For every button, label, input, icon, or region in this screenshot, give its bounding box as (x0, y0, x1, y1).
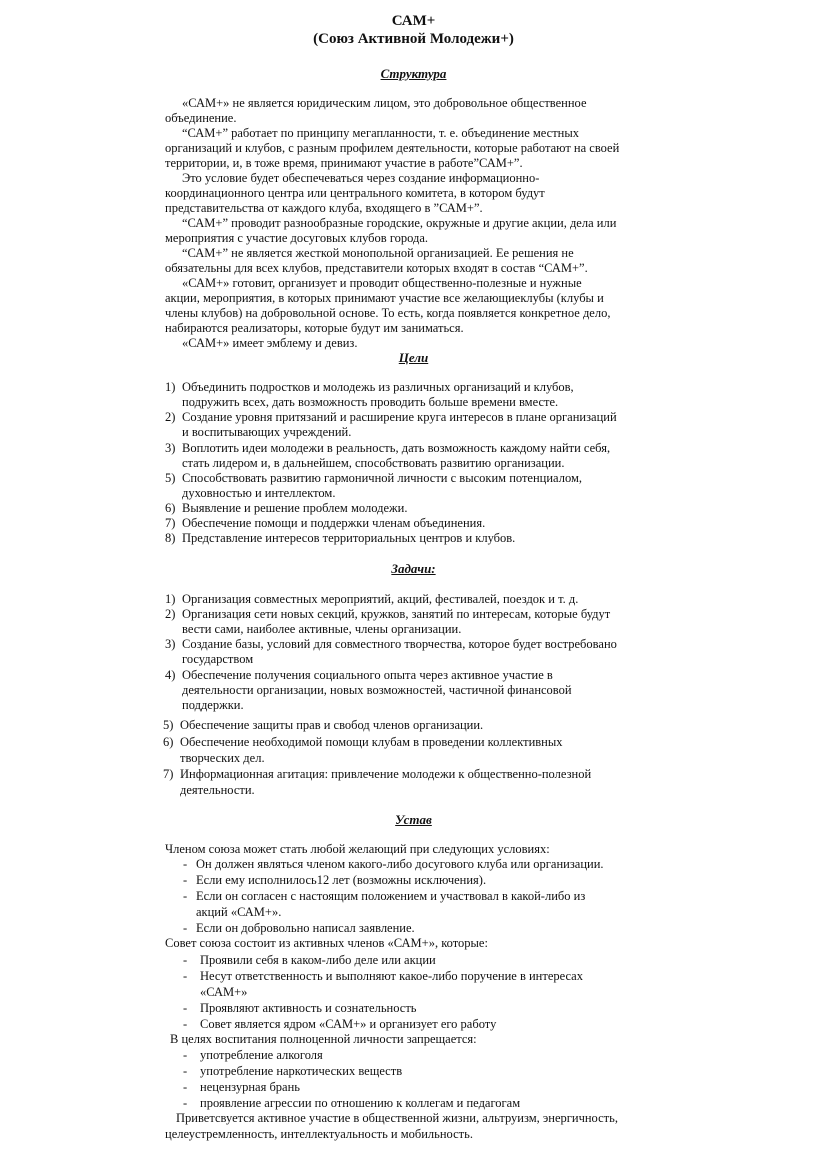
membership-item: Если он добровольно написал заявление. (196, 921, 415, 935)
forbidden-item: проявление агрессии по отношению к коллегам и педагогам (200, 1096, 521, 1110)
list-dash: - (183, 969, 188, 983)
goal-text: Обеспечение помощи и поддержки членам объединения. (182, 516, 486, 530)
forbidden-item: употребление алкоголя (200, 1048, 323, 1062)
list-dash: - (183, 1048, 188, 1062)
structure-line: “САМ+” работает по принципу мегапланности, т. е. объединение местных (182, 126, 580, 140)
forbidden-item: употребление наркотических веществ (200, 1064, 403, 1078)
goal-text: подружить всех, дать возможность проводить больше времени вместе. (182, 395, 559, 409)
structure-line: «САМ+» имеет эмблему и девиз. (182, 336, 358, 350)
council-intro: Совет союза состоит из активных членов «САМ+», которые: (165, 936, 488, 950)
membership-item: Если он согласен с настоящим положением и участвовал в какой-либо из (196, 889, 586, 903)
goal-text: Объединить подростков и молодежь из различных организаций и клубов, (182, 380, 574, 394)
council-item: Проявляют активность и сознательность (200, 1001, 417, 1015)
goal-text: и воспитывающих учреждений. (182, 425, 352, 439)
list-dash: - (183, 1064, 188, 1078)
list-dash: - (183, 1080, 188, 1094)
charter-heading: Устав (395, 812, 432, 827)
goal-number: 5) (165, 471, 176, 485)
structure-line: акции, мероприятия, в которых принимают участие все желающиеклубы (клубы и (165, 291, 604, 305)
goal-number: 8) (165, 531, 176, 545)
goal-number: 3) (165, 441, 176, 455)
task-text: государством (182, 652, 254, 666)
goal-text: Представление интересов территориальных центров и клубов. (182, 531, 516, 545)
council-item: «САМ+» (200, 985, 248, 999)
council-item: Проявили себя в каком-либо деле или акции (200, 953, 436, 967)
structure-line: обязательны для всех клубов, представители которых входят в состав “САМ+”. (165, 261, 588, 275)
task-text: вести сами, наиболее активные, члены организации. (182, 622, 462, 636)
structure-line: представительства от каждого клуба, входящего в ”САМ+”. (165, 201, 483, 215)
structure-line: «САМ+» готовит, организует и проводит общественно-полезные и нужные (182, 276, 582, 290)
list-dash: - (183, 953, 188, 967)
task-number: 7) (163, 767, 174, 781)
structure-line: “САМ+” не является жесткой монопольной организацией. Ее решения не (182, 246, 574, 260)
goal-text: Способствовать развитию гармоничной личности с высоким потенциалом, (182, 471, 582, 485)
document-title: САМ+ (391, 13, 436, 29)
council-item: Совет является ядром «САМ+» и организует его работу (200, 1017, 497, 1031)
structure-line: мероприятия с участие досуговых клубов города. (165, 231, 429, 245)
goal-number: 6) (165, 501, 176, 515)
task-text: Создание базы, условий для совместного творчества, которое будет востребовано (182, 637, 617, 651)
goal-text: Выявление и решение проблем молодежи. (182, 501, 408, 515)
task-text: поддержки. (182, 698, 244, 712)
structure-line: Это условие будет обеспечеваться через создание информационно- (182, 171, 540, 185)
task-number: 2) (165, 607, 176, 621)
list-dash: - (183, 1096, 188, 1110)
goal-text: Создание уровня притязаний и расширение круга интересов в плане организаций (182, 410, 617, 424)
structure-line: организаций и клубов, с разным профилем деятельности, которые работают на своей (165, 141, 620, 155)
closing-line: Приветсвуется активное участие в общественной жизни, альтруизм, энергичность, (176, 1111, 618, 1125)
list-dash: - (183, 921, 188, 935)
goals-heading: Цели (398, 350, 429, 365)
list-dash: - (183, 857, 188, 871)
task-number: 3) (165, 637, 176, 651)
forbidden-intro: В целях воспитания полноценной личности запрещается: (170, 1032, 477, 1046)
task-text: деятельности. (180, 783, 255, 797)
task-text: Организация совместных мероприятий, акций, фестивалей, поездок и т. д. (182, 592, 579, 606)
task-text: Обеспечение получения социального опыта через активное участие в (182, 668, 553, 682)
list-dash: - (183, 1001, 188, 1015)
structure-heading: Структура (380, 66, 447, 81)
goal-text: Воплотить идеи молодежи в реальность, дать возможность каждому найти себя, (182, 441, 611, 455)
membership-intro: Членом союза может стать любой желающий при следующих условиях: (165, 842, 550, 856)
structure-line: координационного центра или центрального комитета, в котором будут (165, 186, 545, 200)
list-dash: - (183, 1017, 188, 1031)
closing-line: целеустремленность, интеллектуальность и мобильность. (165, 1127, 473, 1141)
structure-line: набираются реализаторы, которые будут им заниматься. (165, 321, 464, 335)
goal-number: 2) (165, 410, 176, 424)
structure-line: “САМ+” проводит разнообразные городские, окружные и другие акции, дела или (182, 216, 617, 230)
structure-line: члены клубов) на добровольной основе. То есть, когда появляется конкретное дело, (165, 306, 611, 320)
task-text: деятельности организации, новых возможностей, частичной финансовой (182, 683, 572, 697)
membership-item: акций «САМ+». (196, 905, 282, 919)
list-dash: - (183, 873, 188, 887)
council-item: Несут ответственность и выполняют какое-либо поручение в интересах (200, 969, 583, 983)
task-number: 1) (165, 592, 176, 606)
goal-text: духовностью и интеллектом. (182, 486, 336, 500)
task-text: Информационная агитация: привлечение молодежи к общественно-полезной (180, 767, 592, 781)
goal-text: стать лидером и, в дальнейшем, способствовать развитию организации. (182, 456, 565, 470)
list-dash: - (183, 889, 188, 903)
task-text: Обеспечение необходимой помощи клубам в проведении коллективных (180, 735, 563, 749)
tasks-heading: Задачи: (391, 561, 436, 576)
membership-item: Если ему исполнилось12 лет (возможны исключения). (196, 873, 487, 887)
structure-line: «САМ+» не является юридическим лицом, это добровольное общественное (182, 96, 587, 110)
membership-item: Он должен являться членом какого-либо досугового клуба или организации. (196, 857, 604, 871)
task-number: 6) (163, 735, 174, 749)
task-number: 5) (163, 718, 174, 732)
goal-number: 7) (165, 516, 176, 530)
task-text: творческих дел. (180, 751, 265, 765)
structure-line: объединение. (165, 111, 237, 125)
structure-line: территории, и, в тоже время, принимают участие в работе”САМ+”. (165, 156, 523, 170)
goal-number: 1) (165, 380, 176, 394)
task-text: Обеспечение защиты прав и свобод членов организации. (180, 718, 484, 732)
task-number: 4) (165, 668, 176, 682)
task-text: Организация сети новых секций, кружков, занятий по интересам, которые будут (182, 607, 611, 621)
forbidden-item: нецензурная брань (200, 1080, 300, 1094)
document-subtitle: (Союз Активной Молодежи+) (313, 31, 514, 47)
